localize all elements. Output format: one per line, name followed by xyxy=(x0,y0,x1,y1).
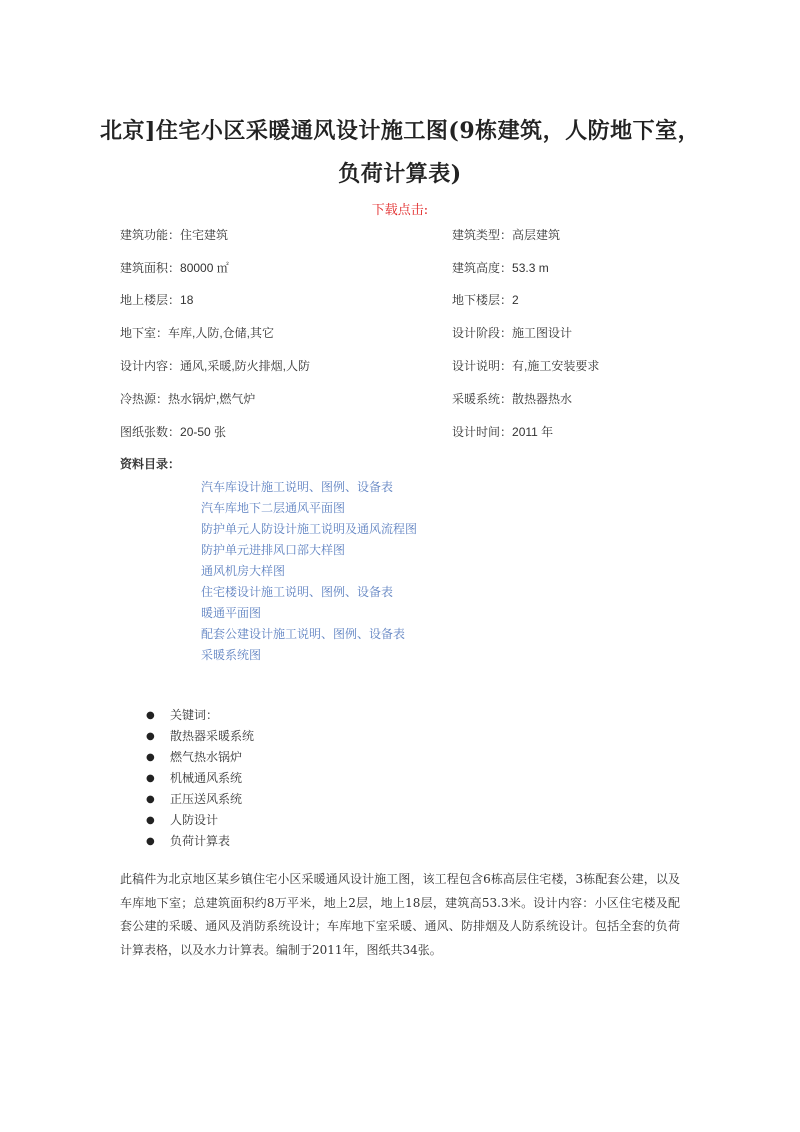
bullet-icon: ● xyxy=(146,752,155,763)
keyword-item: ● 燃气热水锅炉 xyxy=(146,747,254,768)
field-building-area: 建筑面积：80000 ㎡ xyxy=(120,261,229,275)
catalog-link[interactable]: 暖通平面图 xyxy=(201,606,262,620)
field-heat-source: 冷热源：热水锅炉,燃气炉 xyxy=(120,392,256,406)
bullet-icon: ● xyxy=(146,815,155,826)
field-building-type: 建筑类型：高层建筑 xyxy=(452,228,561,242)
field-drawing-count: 图纸张数：20-50 张 xyxy=(120,425,227,439)
field-floors-below: 地下楼层：2 xyxy=(452,293,519,307)
keyword-item: ● 关键词： xyxy=(146,705,254,726)
bullet-icon: ● xyxy=(146,731,155,742)
keyword-item: ● 散热器采暖系统 xyxy=(146,726,254,747)
field-design-time: 设计时间：2011 年 xyxy=(452,425,554,439)
bullet-icon: ● xyxy=(146,710,155,721)
keyword-item: ● 人防设计 xyxy=(146,810,254,831)
field-heating-system: 采暖系统：散热器热水 xyxy=(452,392,573,406)
catalog-link[interactable]: 采暖系统图 xyxy=(201,648,262,662)
catalog-link[interactable]: 汽车库地下二层通风平面图 xyxy=(201,501,346,515)
keyword-item: ● 机械通风系统 xyxy=(146,768,254,789)
catalog-heading: 资料目录： xyxy=(120,457,181,471)
field-design-stage: 设计阶段：施工图设计 xyxy=(452,326,573,340)
field-building-height: 建筑高度：53.3 m xyxy=(452,261,549,275)
bullet-icon: ● xyxy=(146,794,155,805)
bullet-icon: ● xyxy=(146,836,155,847)
field-building-function: 建筑功能：住宅建筑 xyxy=(120,228,229,242)
catalog-list xyxy=(201,477,417,666)
field-design-notes: 设计说明：有,施工安装要求 xyxy=(452,359,600,373)
catalog-link[interactable]: 通风机房大样图 xyxy=(201,564,286,578)
field-design-content: 设计内容：通风,采暖,防火排烟,人防 xyxy=(120,359,311,373)
catalog-link[interactable]: 防护单元进排风口部大样图 xyxy=(201,543,346,557)
document-title-line-2: 负荷计算表) xyxy=(338,161,462,187)
keyword-list xyxy=(146,705,254,852)
field-floors-above: 地上楼层：18 xyxy=(120,293,194,307)
document-title-line-1: 北京]住宅小区采暖通风设计施工图(9栋建筑，人防地下室， xyxy=(100,118,701,144)
catalog-link[interactable]: 汽车库设计施工说明、图例、设备表 xyxy=(201,480,394,494)
keyword-item: ● 正压送风系统 xyxy=(146,789,254,810)
field-basement: 地下室：车库,人防,仓储,其它 xyxy=(120,326,275,340)
description-paragraph: 此稿件为北京地区某乡镇住宅小区采暖通风设计施工图，该工程包含6栋高层住宅楼，3栋配套公建，以及车库地下室；总建筑面积约8万平米，地上2层，地上18层，建筑高53.3米。设计内容：小区住宅楼及配套公建的采暖、通风及消防系统设计；车库地下室采暖、通风、防排烟及人防系统设计。包括全套的负荷计算表格，以及水力计算表。编制于2011年，图纸共34张。 xyxy=(120,872,680,957)
download-link[interactable]: 下载点击: xyxy=(371,203,429,218)
bullet-icon: ● xyxy=(146,773,155,784)
catalog-link[interactable]: 配套公建设计施工说明、图例、设备表 xyxy=(201,627,406,641)
keyword-item: ● 负荷计算表 xyxy=(146,831,254,852)
catalog-link[interactable]: 住宅楼设计施工说明、图例、设备表 xyxy=(201,585,394,599)
catalog-link[interactable]: 防护单元人防设计施工说明及通风流程图 xyxy=(201,522,418,536)
